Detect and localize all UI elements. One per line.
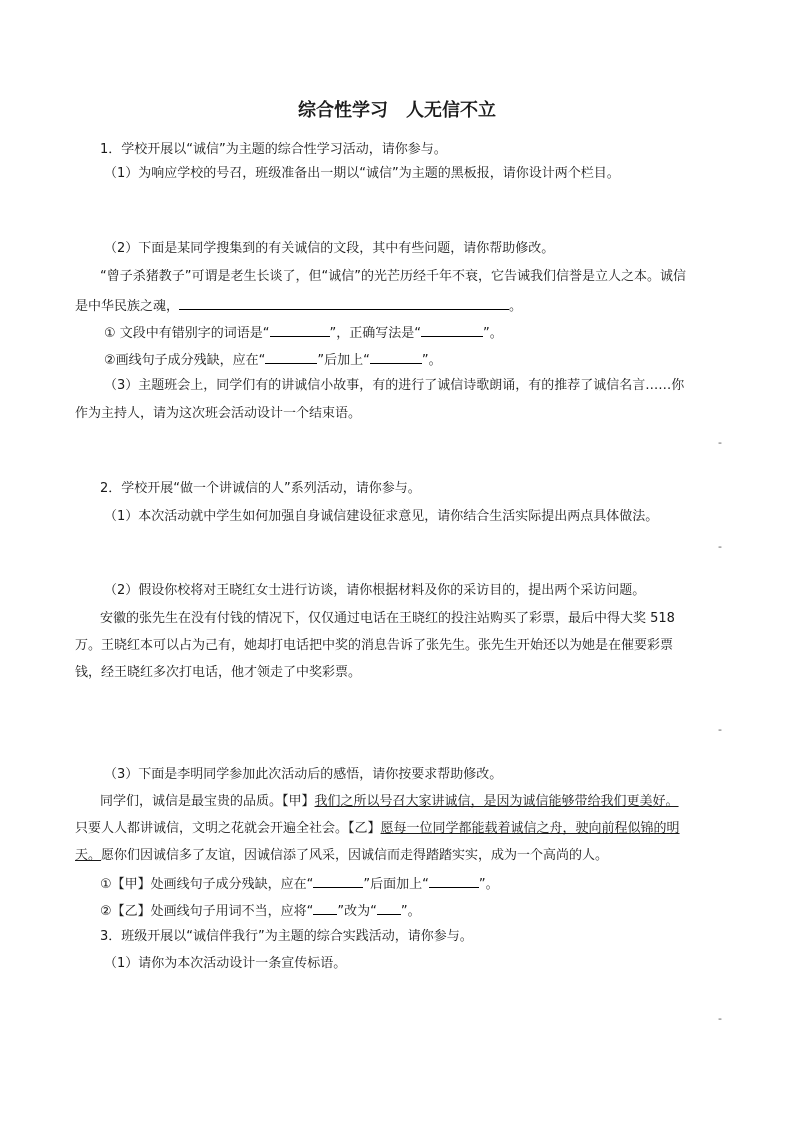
q1-stem: 1．学校开展以“诚信”为主题的综合性学习活动，请你参与。 [100, 142, 447, 157]
q2-essay-line2: 只要人人都讲诚信，文明之花就会开遍全社会。【乙】愿每一位同学都能载着诚信之舟，驶向前程似锦的明 [75, 821, 680, 836]
q1-part3-line1: （3）主题班会上，同学们有的讲诚信小故事，有的进行了诚信诗歌朗诵，有的推荐了诚信名言……你 [104, 378, 685, 393]
answer-blank[interactable] [313, 901, 337, 915]
q3-part1: （1）请你为本次活动设计一条宣传标语。 [104, 956, 347, 971]
answer-blank[interactable] [421, 323, 483, 337]
mark-jia: 【甲】 [282, 794, 315, 809]
q1-sub1: ① 文段中有错别字的词语是“ ”，正确写法是“ ”。 [104, 323, 704, 343]
q2-part3: （3）下面是李明同学参加此次活动后的感悟，请你按要求帮助修改。 [104, 767, 503, 782]
q2-material-line2: 万。王晓红本可以占为己有，她却打电话把中奖的消息告诉了张先生。张先生开始还以为她是在催要彩票 [75, 638, 674, 653]
dash-mark: - [718, 436, 722, 449]
q2-material-line3: 钱，经王晓红多次打电话，他才领走了中奖彩票。 [75, 665, 362, 680]
q2-part1: （1）本次活动就中学生如何加强自身诚信建设征求意见，请你结合生活实际提出两点具体做法。 [104, 509, 659, 524]
q1-sub2: ②画线句子成分残缺，应在“ ”后加上“ ”。 [104, 350, 704, 370]
mark-yi: 【乙】 [348, 821, 381, 836]
answer-blank[interactable] [270, 323, 330, 337]
q3-stem: 3．班级开展以“诚信伴我行”为主题的综合实践活动，请你参与。 [100, 929, 473, 944]
underlined-sentence-yi: 愿每一位同学都能载着诚信之舟，驶向前程似锦的明 [380, 821, 680, 836]
q2-part2: （2）假设你校将对王晓红女士进行访谈，请你根据材料及你的采访目的，提出两个采访问题。 [104, 583, 646, 598]
answer-blank[interactable] [179, 296, 509, 310]
q1-part1: （1）为响应学校的号召，班级准备出一期以“诚信”为主题的黑板报，请你设计两个栏目。 [104, 166, 620, 181]
q2-material-line1: 安徽的张先生在没有付钱的情况下，仅仅通过电话在王晓红的投注站购买了彩票，最后中得大奖 518 [100, 611, 675, 626]
dash-mark: - [718, 540, 722, 553]
answer-blank[interactable] [313, 874, 363, 888]
q2-stem: 2．学校开展“做一个讲诚信的人”系列活动，请你参与。 [100, 481, 421, 496]
answer-blank[interactable] [377, 901, 401, 915]
q1-part3-line2: 作为主持人，请为这次班会活动设计一个结束语。 [75, 406, 362, 421]
q2-essay-line1: 同学们，诚信是最宝贵的品质。【甲】我们之所以号召大家讲诚信，是因为诚信能够带给我们更美好。 [100, 794, 679, 809]
underlined-sentence-yi-end: 天。 [75, 848, 102, 863]
q1-passage-line2: 是中华民族之魂， 。 [75, 296, 675, 316]
q2-sub2: ②【乙】处画线句子用词不当，应将“ ”改为“ ”。 [100, 901, 700, 921]
page-title: 综合性学习 人无信不立 [298, 100, 496, 121]
q2-essay-line3: 天。愿你们因诚信多了友谊，因诚信添了风采，因诚信而走得踏踏实实，成为一个高尚的人。 [75, 848, 609, 863]
q1-part2: （2）下面是某同学搜集到的有关诚信的文段，其中有些问题，请你帮助修改。 [104, 241, 555, 256]
q2-sub1: ①【甲】处画线句子成分残缺，应在“ ”后面加上“ ”。 [100, 874, 700, 894]
answer-blank[interactable] [370, 350, 422, 364]
q1-passage-line1: “曾子杀猪教子”可谓是老生长谈了，但“诚信”的光芒历经千年不衰，它告诫我们信誉是立人之本。诚信 [100, 269, 686, 284]
answer-blank[interactable] [265, 350, 317, 364]
underlined-sentence-jia: 我们之所以号召大家讲诚信，是因为诚信能够带给我们更美好。 [314, 794, 679, 809]
dash-mark: - [718, 723, 722, 736]
dash-mark: - [718, 1012, 722, 1025]
answer-blank[interactable] [429, 874, 479, 888]
